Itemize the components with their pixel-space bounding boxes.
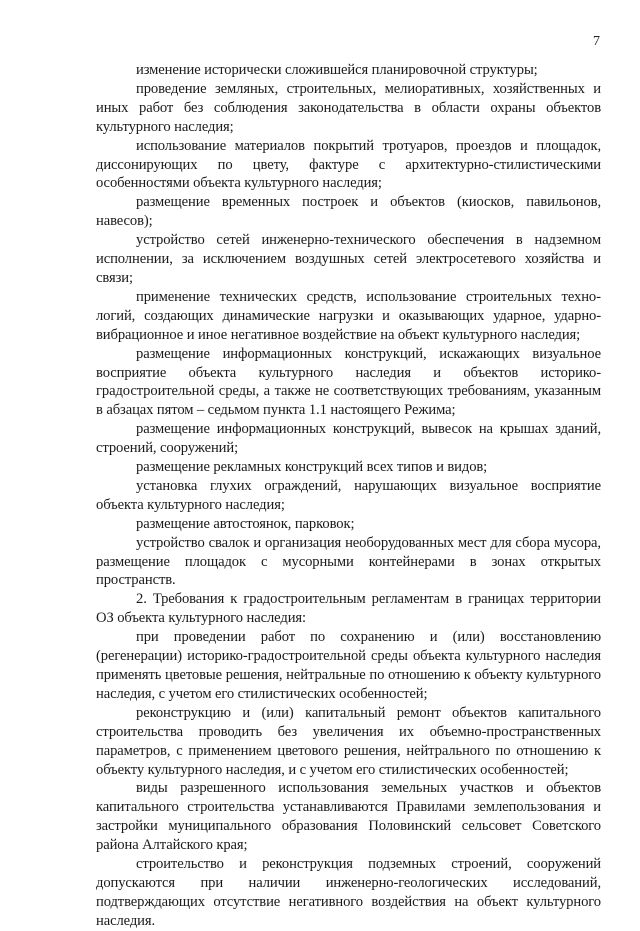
paragraph: при проведении работ по сохранению и (или) восстановлению (регенерации) историко-градостроительной среды объекта культурного наследия применять цветовые решения, нейтральные по отношению к объекту культурного наследия, с учетом его стилистических особенностей; — [96, 629, 601, 702]
paragraph: виды разрешенного использования земельных участков и объектов капитального строительства устанавливаются Правилами землепользования и застройки муниципального образования Половинский сельсовет Советского района Алтайского края; — [96, 780, 601, 854]
paragraph: размещение рекламных конструкций всех типов и видов; — [136, 459, 488, 476]
paragraph: устройство свалок и организация необорудованных мест для сбора мусора, размещение площадок с мусорными контейнерами в зонах открытых пространств. — [96, 534, 601, 589]
paragraph: размещение временных построек и объектов (киосков, павильонов, навесов); — [96, 194, 601, 230]
paragraph: размещение информационных конструкций, вывесок на крышах зданий, строений, сооружений; — [96, 421, 601, 457]
paragraph: реконструкцию и (или) капитальный ремонт объектов капитального строительства проводить без увеличения их объемно-пространственных параметров, с применением цветового решения, нейтрального по отношению к объекту культурного наследия, и с учетом его стилистических особенностей; — [96, 704, 601, 778]
paragraph: изменение исторически сложившейся планировочной структуры; — [136, 62, 538, 78]
paragraph: устройство сетей инженерно-технического обеспечения в надземном исполнении, за исключением воздушных сетей электросетевого хозяйства и связи; — [96, 232, 601, 286]
page-number: 7 — [593, 34, 600, 49]
paragraph: использование материалов покрытий тротуаров, проездов и площадок, диссонирующих по цвету, фактуре с архитектурно-стилистическими особенностями объекта культурного наследия; — [96, 137, 601, 192]
paragraph: строительство и реконструкция подземных строений, сооружений допускаются при наличии инженерно-геологических исследований, подтверждающих отсутствие негативного воздействия на объект культурного наследия. — [96, 856, 601, 929]
paragraph: размещение информационных конструкций, искажающих визуальное восприятие объекта культурного наследия и объектов историко-градостроительной среды, а также не соответствующих требованиям, указанным в абзацах пятом – седьмом пункта 1.1 настоящего Режима; — [96, 345, 601, 419]
paragraph: установка глухих ограждений, нарушающих визуальное восприятие объекта культурного наследия; — [96, 477, 601, 513]
paragraph: размещение автостоянок, парковок; — [136, 515, 355, 532]
paragraph: применение технических средств, использование строительных технологий, создающих динамические нагрузки и оказывающих ударное, ударно-вибрационное и иное негативное воздействие на объект культурного наследия; — [96, 288, 601, 343]
paragraph: проведение земляных, строительных, мелиоративных, хозяйственных и иных работ без соблюдения законодательства в области охраны объектов культурного наследия; — [96, 80, 601, 135]
section-heading: 2. Требования к градостроительным регламентам в границах территории ОЗ объекта культурного наследия: — [96, 591, 601, 627]
document-body — [96, 61, 601, 931]
